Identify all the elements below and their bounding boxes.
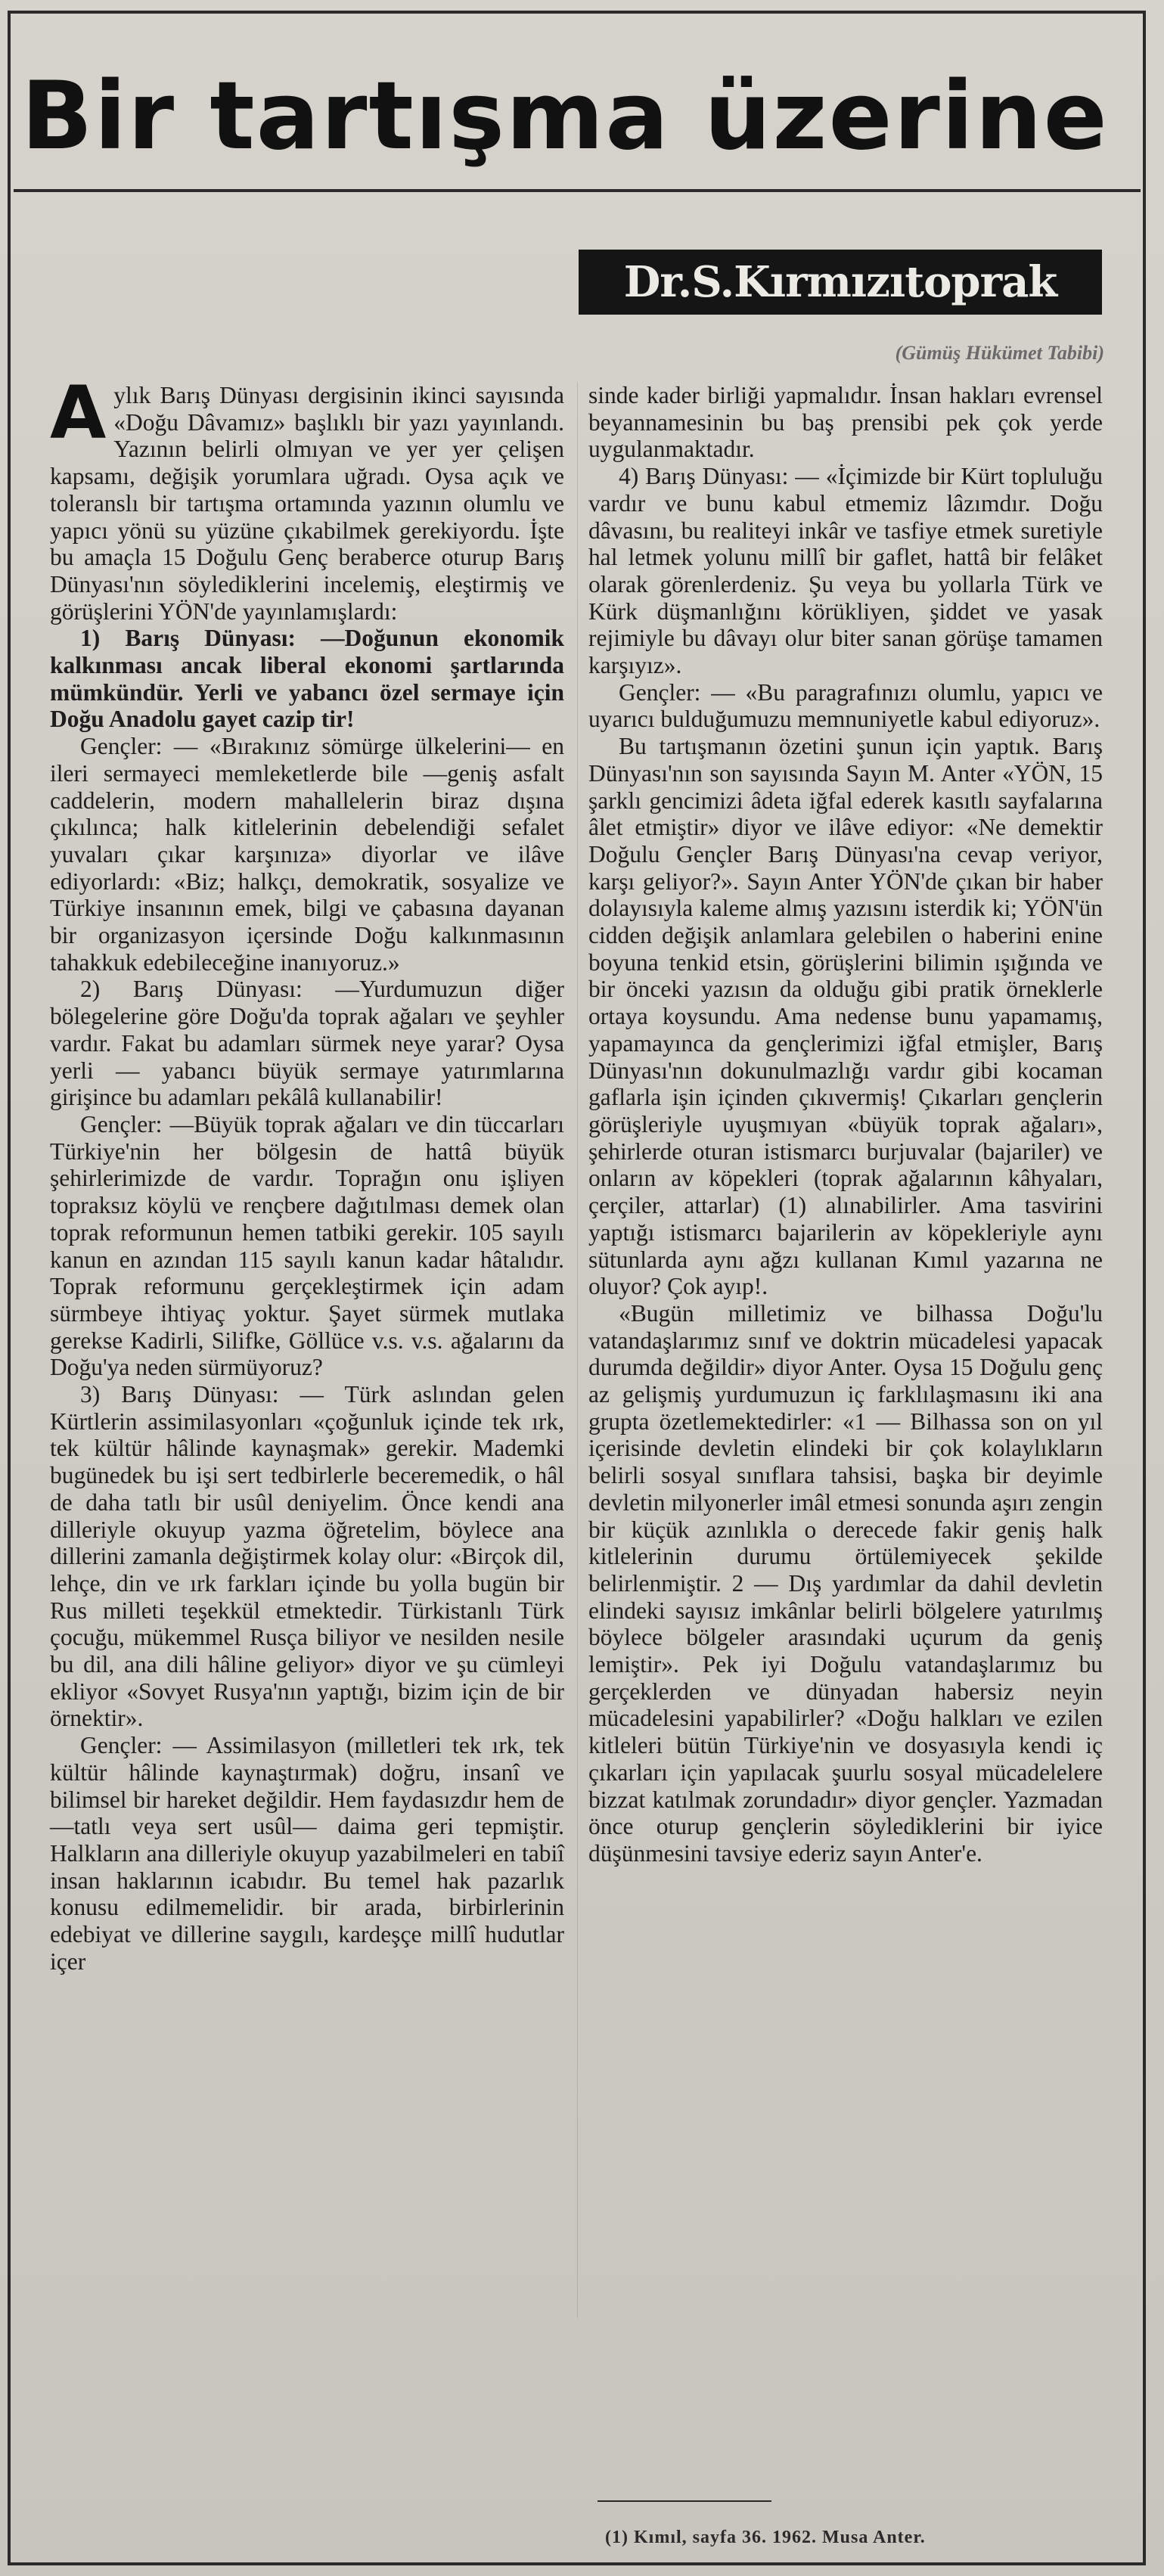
drop-cap: A	[50, 371, 107, 455]
column-divider	[577, 382, 578, 2318]
paragraph-claim-1: 1) Barış Dünyası: —Doğunun ekonomik kalkınması ancak liberal ekonomi şartlarında mümkündür. Yerli ve yabancı özel sermaye için Doğu Anadolu gayet cazip tir!	[50, 625, 564, 733]
paragraph-intro	[50, 371, 564, 625]
paragraph-reply-1: Gençler: — «Bırakınız sömürge ülkelerini— en ileri sermayeci memleketlerde bile —geniş asfalt caddelerin, modern mahallelerin biraz dışına çıkılınca; halk kitlelerinin debelendiği sefalet yuvaları çıkar karşınıza» diyorlar ve ilâve ediyorlardı: «Biz; halkçı, demokratik, sosyalize ve Türkiye insanının emek, bilgi ve çabasına dayanan bir organizasyon içersinde Doğu kalkınmasının tahakkuk edebileceğine inanıyoruz.»	[50, 733, 564, 976]
headline: Bir tartışma üzerine	[21, 62, 1109, 171]
headline-rule	[14, 189, 1141, 192]
footnote: (1) Kımıl, sayfa 36. 1962. Musa Anter.	[605, 2528, 926, 2547]
paragraph-conclusion: «Bugün milletimiz ve bilhassa Doğu'lu vatandaşlarımız sınıf ve doktrin mücadelesi yapacak durumda değildir» diyor Anter. Oysa 15 Doğulu genç az gelişmiş yurdumuzun iç farklılaşmasını iki ana grupta özetlemektedirler: «1 — Bilhassa son on yıl içerisinde devletin elindeki bir çok kolaylıkların belirli sosyal sınıflara tahsisi, başka bir deyimle devletin milyonerler imâl etmesi sonunda aşırı zengin bir küçük azınlıkla o derecede fakir geniş halk kitlelerinin durumu örtülemiyecek şekilde belirlenmiştir. 2 — Dış yardımlar da dahil devletin elindeki sayısız imkânlar belirli bölgelere yatırılmış böylece bölgeler arasındaki uçurum da geniş lemiştir». Pek iyi Doğulu vatandaşlarımız bu gerçeklerden ve dünyadan habersiz neyin mücadelesini yapabilirler? «Doğu halkları ve ezilen kitleleri bütün Türkiye'nin ve dosyasıyla kendi iç çıkarları için yapılacak şuurlu sosyal mücadelelere bizzat katılmak zorundadır» diyor gençler. Yazmadan önce oturup gençlerin söylediklerini bir iyice düşünmesini tavsiye ederiz sayın Anter'e.	[588, 1299, 1103, 1867]
paragraph-continuation: sinde kader birliği yapmalıdır. İnsan hakları evrensel beyannamesinin bu baş prensibi pek çok yerde uygulanmaktadır.	[588, 382, 1103, 463]
paragraph-reply-3: Gençler: — Assimilasyon (milletleri tek ırk, tek kültür hâlinde kaynaştırmak) doğru, insanî ve bilimsel bir hareket değildir. Hem faydasızdır hem de —tatlı veya sert usûl— daima geri tepmiştir. Halkların ana dilleriyle okuyup yazabilmeleri en tabiî insan haklarının icabıdır. Bu temel hak pazarlık konusu edilmemelidir. bir arada, birbirlerinin edebiyat ve dillerine saygılı, kardeşçe millî hudutlar içer	[50, 1732, 564, 1975]
author-affiliation: (Gümüş Hükümet Tabibi)	[895, 342, 1104, 364]
paragraph-claim-2: 2) Barış Dünyası: —Yurdumuzun diğer bölegelerine göre Doğu'da toprak ağaları ve şeyhler vardır. Fakat bu adamları sürmek neye yarar? Oysa yerli — yabancı büyük sermaye yatırımlarına girişince bu adamları pekâlâ kullanabilir!	[50, 976, 564, 1111]
paragraph-text: ylık Barış Dünyası dergisinin ikinci sayısında «Doğu Dâvamız» başlıklı bir yazı yayınlandı. Yazının belirli olmıyan ve yer yer çelişen kapsamı, değişik yorumlara uğradı. Oysa açık ve toleranslı bir tartışma ortamında yazının olumlu ve yapıcı yönü su yüzüne çıkabilmek gerekiyordu. İşte bu amaçla 15 Doğulu Genç beraberce oturup Barış Dünyası'nın söylediklerini incelemiş, eleştirmiş ve görüşlerini YÖN'de yayınlamışlardı:	[50, 382, 564, 625]
author-byline: Dr.S.Kırmızıtoprak	[579, 250, 1102, 315]
paragraph-claim-3: 3) Barış Dünyası: — Türk aslından gelen Kürtlerin assimilasyonları «çoğunluk içinde tek ırk, tek kültür hâlinde kaynaşmak» gerekir. Mademki bugünedek bu işi sert tedbirlerle beceremedik, o hâl de daha tatlı bir usûl deniyelim. Önce kendi ana dilleriyle okuyup yazma öğretelim, böylece ana dillerini zamanla değiştirmek kolay olur: «Birçok dil, lehçe, din ve ırk farkları içinde bu yolla bugün bir Rus milleti teşekkül etmektedir. Türkistanlı Türk çocuğu, mükemmel Rusça biliyor ve nesilden nesile bu dil, ana dili hâline geliyor» diyor ve şu cümleyi ekliyor «Sovyet Rusya'nın yaptığı, bizim için de bir örnektir».	[50, 1381, 564, 1732]
footnote-rule	[598, 2500, 771, 2502]
paragraph-claim-4: 4) Barış Dünyası: — «İçimizde bir Kürt topluluğu vardır ve bunu kabul etmemiz lâzımdır. Doğu dâvasını, bu realiteyi inkâr ve tasfiye etmek suretiyle hal letmek yolunu millî bir gaflet, hattâ bir felâket olarak görenlerdeniz. Şu veya bu yollarla Türk ve Kürk düşmanlığını körükliyen, şiddet ve yasak rejimiyle bu dâvayı olur biter sanan görüşe tamamen karşıyız».	[588, 463, 1103, 679]
paragraph-reply-4: Gençler: — «Bu paragrafınızı olumlu, yapıcı ve uyarıcı bulduğumuzu memnuniyetle kabul ediyoruz».	[588, 678, 1103, 733]
paragraph-reply-2: Gençler: —Büyük toprak ağaları ve din tüccarları Türkiye'nin her bölgesin de hattâ büyük şehirlerimizde de vardır. Toprağın onu işliyen topraksız köylü ve rençbere dağıtılması demek olan toprak reformunun hemen tatbiki gerekir. 105 sayılı kanun en azından 115 sayılı kanun kadar hâtalıdır. Toprak reformunu gerçekleştirmek için adam sürmbeye ihtiyaç yoktur. Şayet sürmek mutlaka gerekse Kadirli, Silifke, Göllüce v.s. v.s. ağalarını da Doğu'ya neden sürmüyoruz?	[50, 1110, 564, 1381]
right-column	[588, 382, 1103, 1867]
left-column	[50, 371, 564, 1975]
paragraph-summary: Bu tartışmanın özetini şunun için yaptık. Barış Dünyası'nın son sayısında Sayın M. Anter «YÖN, 15 şarklı gencimizi âdeta iğfal ederek kasıtlı sayfalarına âlet etmiştir» diyor ve ilâve ediyor: «Ne demektir Doğulu Gençler Barış Dünyası'na cevap veriyor, karşı geliyor?». Sayın Anter YÖN'de çıkan bir haber dolayısıyla kaleme almış yazısını isterdik ki; YÖN'ün cidden değişik anlamlara gelebilen o haberini enine boyuna tenkid etsin, görüşlerini bilimin ışığında ve bir önceki yazısın da olduğu gibi pratik örneklerle ortaya koysundu. Ama nedense bunu yapamamış, yapamayınca da gençlerimizi iğfal etmişler, Barış Dünyası'nın dokunulmazlığı vardır gibi kocaman gaflarla işin içinden çıkıvermiş! Çıkarları gençlerin görüşleriyle uyuşmıyan «büyük toprak ağaları», şehirlerde oturan istismarcı burjuvalar (bajariler) ve onların av köpekleri (toprak ağalarının kâhyaları, çerçiler, attarlar) (1) alınabilirler. Ama tasvirini yaptığı istismarcı bajarilerin av köpekleriyle aynı sütunlarda aynı ağzı kullanan Kımıl yazarına ne oluyor? Çok ayıp!.	[588, 733, 1103, 1300]
